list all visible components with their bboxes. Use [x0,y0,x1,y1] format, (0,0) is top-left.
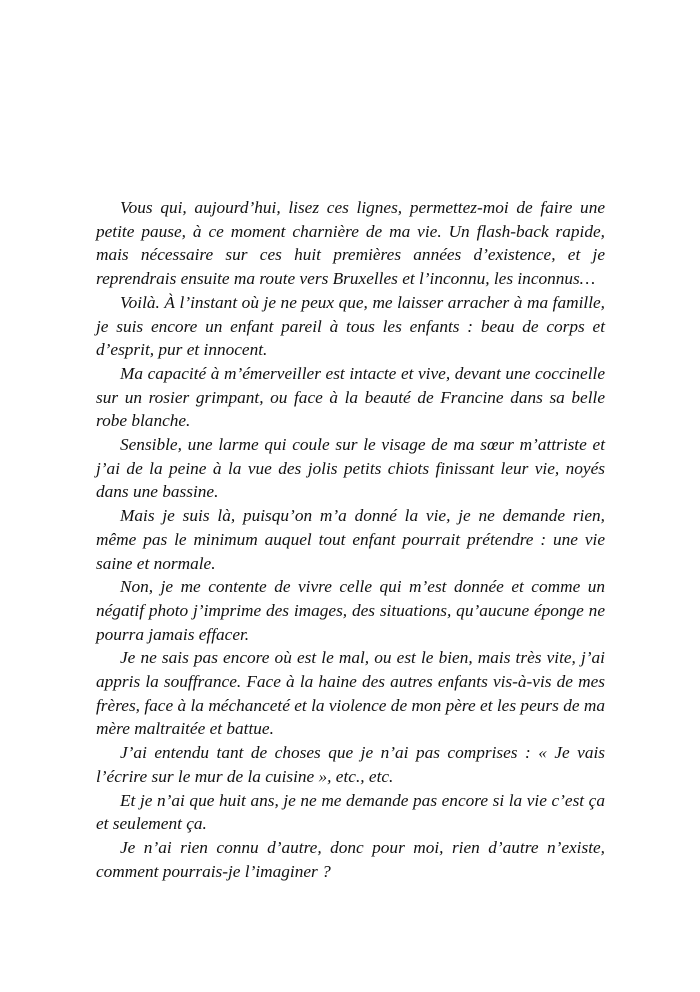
paragraph: Ma capacité à m’émerveiller est intacte et vive, devant une coccinelle sur un rosier grimpant, ou face à la beauté de Francine dans sa belle robe blanche. [96,363,605,431]
paragraph: Et je n’ai que huit ans, je ne me demande pas encore si la vie c’est ça et seulement ça. [96,790,605,834]
body-text [96,196,605,883]
paragraph: J’ai entendu tant de choses que je n’ai pas comprises : « Je vais l’écrire sur le mur de la cuisine », etc., etc. [96,743,605,786]
paragraph: Je n’ai rien connu d’autre, donc pour moi, rien d’autre n’existe, comment pourrais-je l’imaginer ? [96,837,605,881]
paragraph: Mais je suis là, puisqu’on m’a donné la vie, je ne demande rien, même pas le minimum auquel tout enfant pourrait prétendre : une vie saine et normale. [96,506,605,573]
paragraph: Voilà. À l’instant où je ne peux que, me laisser arracher à ma famille, je suis encore un enfant pareil à tous les enfants : beau de corps et d’esprit, pur et innocent. [96,292,605,360]
paragraph: Non, je me contente de vivre celle qui m’est donnée et comme un négatif photo j’imprime des images, des situations, qu’aucune éponge ne pourra jamais effacer. [96,577,605,644]
paragraph: Je ne sais pas encore où est le mal, ou est le bien, mais très vite, j’ai appris la souffrance. Face à la haine des autres enfants vis-à-vis de mes frères, face à la méchanceté et la violence de mon père et les peurs de ma mère maltraitée et battue. [96,648,605,739]
paragraph: Vous qui, aujourd’hui, lisez ces lignes, permettez-moi de faire une petite pause, à ce moment charnière de ma vie. Un flash-back rapide, mais nécessaire sur ces huit premières années d’existence, et je reprendrais ensuite ma route vers Bruxelles et l’inconnu, les inconnus… [96,198,605,289]
paragraph: Sensible, une larme qui coule sur le visage de ma sœur m’attriste et j’ai de la peine à la vue des jolis petits chiots finissant leur vie, noyés dans une bassine. [96,435,605,502]
